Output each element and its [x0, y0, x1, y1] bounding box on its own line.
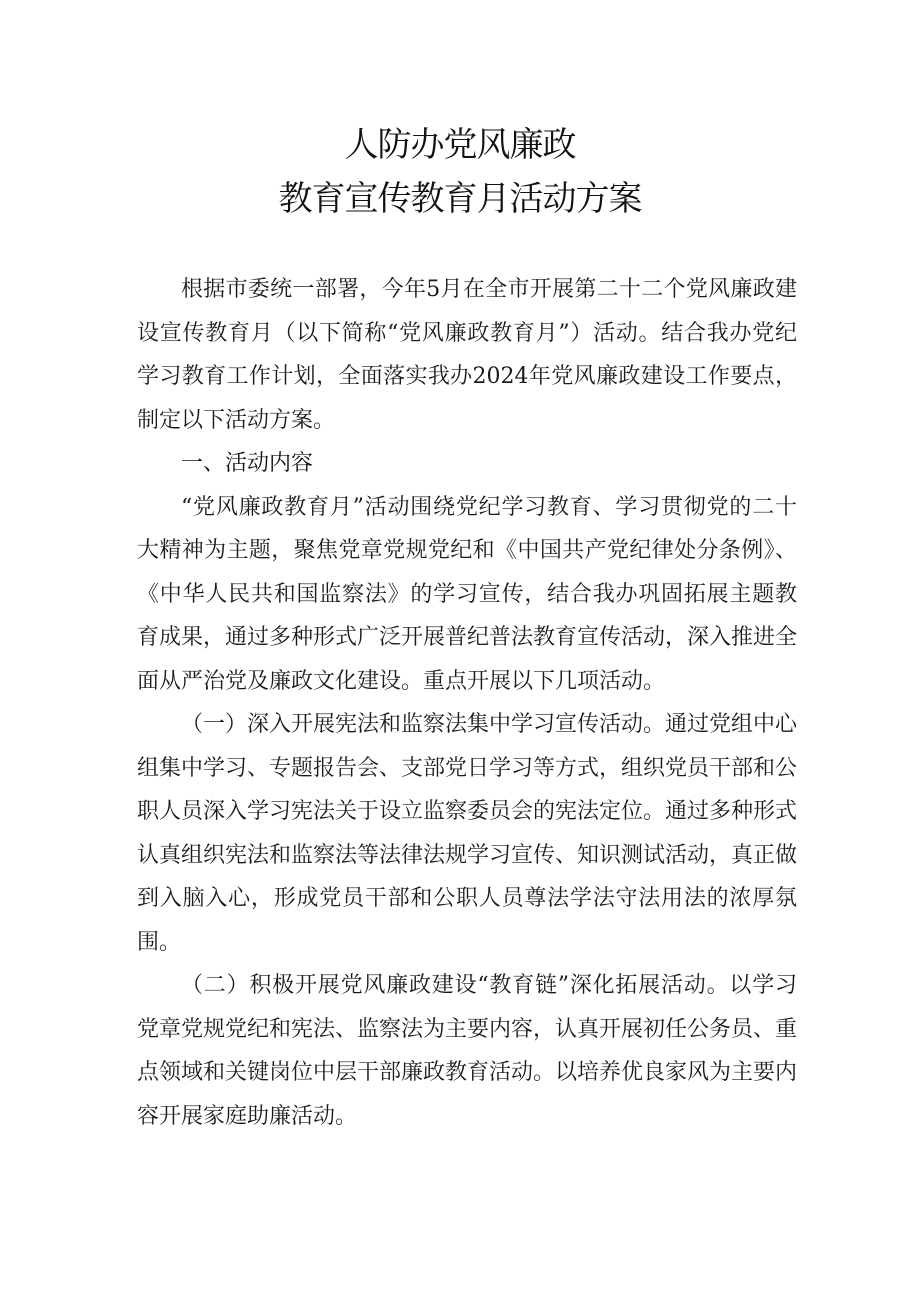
- document-title-line-2: 教育宣传教育月活动方案: [278, 179, 642, 219]
- document-title-line-1: 人防办党风廉政: [344, 125, 576, 165]
- document-body: [137, 268, 797, 1138]
- intro-paragraph: 根据市委统一部署，今年5月在全市开展第二十二个党风廉政建设宣传教育月（以下简称“党风廉政教育月”）活动。结合我办党纪学习教育工作计划，全面落实我办2024年党风廉政建设工作要点，制定以下活动方案。: [137, 277, 797, 433]
- section-1-paragraph: “党风廉政教育月”活动围绕党纪学习教育、学习贯彻党的二十大精神为主题，聚焦党章党规党纪和《中国共产党纪律处分条例》、《中华人民共和国监察法》的学习宣传，结合我办巩固拓展主题教育成果，通过多种形式广泛开展普纪普法教育宣传活动，深入推进全面从严治党及廉政文化建设。重点开展以下几项活动。: [137, 494, 798, 694]
- item-1-paragraph: （一）深入开展宪法和监察法集中学习宣传活动。通过党组中心组集中学习、专题报告会、支部党日学习等方式，组织党员干部和公职人员深入学习宪法关于设立监察委员会的宪法定位。通过多种形式认真组织宪法和监察法等法律法规学习宣传、知识测试活动，真正做到入脑入心，形成党员干部和公职人员尊法学法守法用法的浓厚氛围。: [137, 712, 798, 955]
- section-heading-activity-content: 一、活动内容: [181, 451, 314, 476]
- item-2-paragraph: （二）积极开展党风廉政建设“教育链”深化拓展活动。以学习党章党规党纪和宪法、监察法为主要内容，认真开展初任公务员、重点领域和关键岗位中层干部廉政教育活动。以培养优良家风为主要内容开展家庭助廉活动。: [137, 973, 798, 1129]
